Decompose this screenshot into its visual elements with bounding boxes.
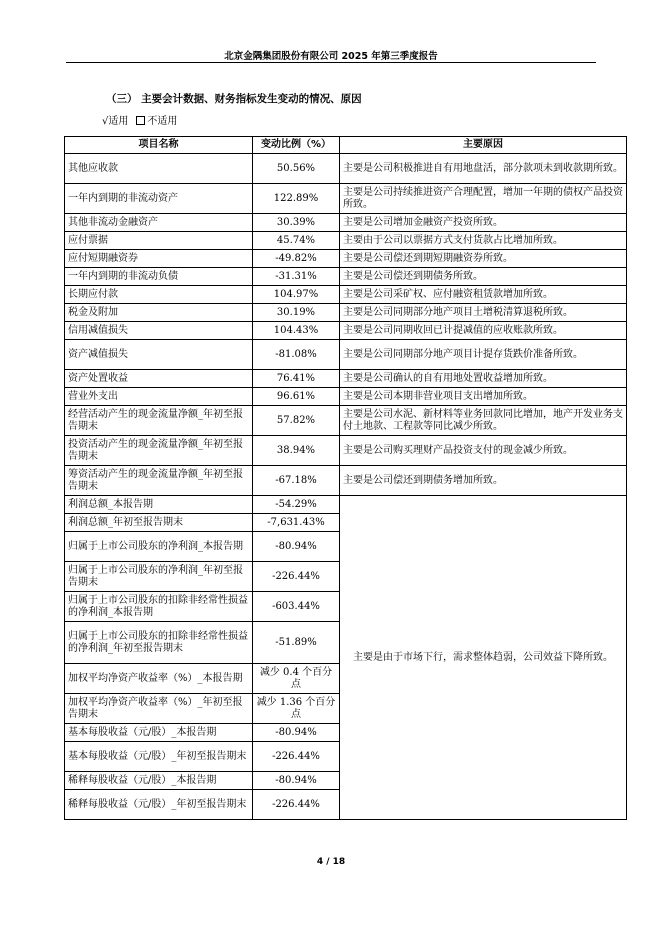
change-reason: 主要是公司偿还到期债务增加所致。	[340, 466, 627, 496]
not-applicable-option: 不适用	[147, 116, 178, 127]
item-name: 利润总额_本报告期	[65, 496, 253, 514]
change-ratio: -49.82%	[253, 250, 340, 268]
change-ratio: 104.97%	[253, 286, 340, 304]
column-header-ratio: 变动比例（%）	[253, 137, 340, 154]
change-reason: 主要是公司同期部分地产项目计提存货跌价准备所致。	[340, 340, 627, 370]
section-title: （三） 主要会计数据、财务指标发生变动的情况、原因	[106, 93, 362, 105]
change-ratio: 减少 0.4 个百分点	[253, 664, 340, 694]
item-name: 归属于上市公司股东的扣除非经常性损益的净利润_年初至报告期末	[65, 622, 253, 664]
checkbox-icon	[136, 116, 145, 125]
item-name: 一年内到期的非流动负债	[65, 268, 253, 286]
table-row	[65, 154, 627, 184]
change-ratio: 96.61%	[253, 388, 340, 406]
item-name: 归属于上市公司股东的净利润_本报告期	[65, 532, 253, 562]
change-reason: 主要是公司采矿权、应付融资租赁款增加所致。	[340, 286, 627, 304]
table-row	[65, 214, 627, 232]
table-row	[65, 340, 627, 370]
change-ratio: 38.94%	[253, 436, 340, 466]
table-row	[65, 184, 627, 214]
change-ratio: -80.94%	[253, 724, 340, 742]
change-ratio: 122.89%	[253, 184, 340, 214]
change-ratio: 减少 1.36 个百分点	[253, 694, 340, 724]
change-reason: 主要是公司持续推进资产合理配置，增加一年期的债权产品投资所致。	[340, 184, 627, 214]
change-ratio: -81.08%	[253, 340, 340, 370]
table-row	[65, 436, 627, 466]
change-ratio: 30.39%	[253, 214, 340, 232]
change-reason: 主要是公司本期非营业项目支出增加所致。	[340, 388, 627, 406]
change-ratio: 57.82%	[253, 406, 340, 436]
item-name: 加权平均净资产收益率（%）_本报告期	[65, 664, 253, 694]
change-reason: 主要是公司偿还到期短期融资券所致。	[340, 250, 627, 268]
change-ratio: 30.19%	[253, 304, 340, 322]
item-name: 税金及附加	[65, 304, 253, 322]
table-row	[65, 496, 627, 514]
table-header-row	[65, 137, 627, 154]
item-name: 长期应付款	[65, 286, 253, 304]
item-name: 营业外支出	[65, 388, 253, 406]
change-reason: 主要是公司积极推进自有用地盘活，部分款项未到收款期所致。	[340, 154, 627, 184]
change-ratio: -51.89%	[253, 622, 340, 664]
item-name: 基本每股收益（元/股）_年初至报告期末	[65, 742, 253, 772]
change-ratio: -67.18%	[253, 466, 340, 496]
item-name: 利润总额_年初至报告期末	[65, 514, 253, 532]
change-reason: 主要由于公司以票据方式支付货款占比增加所致。	[340, 232, 627, 250]
item-name: 基本每股收益（元/股）_本报告期	[65, 724, 253, 742]
item-name: 归属于上市公司股东的扣除非经常性损益的净利润_本报告期	[65, 592, 253, 622]
change-ratio: -7,631.43%	[253, 514, 340, 532]
item-name: 资产处置收益	[65, 370, 253, 388]
change-reason: 主要是公司确认的自有用地处置收益增加所致。	[340, 370, 627, 388]
table-row	[65, 466, 627, 496]
applicability-options	[102, 112, 177, 127]
applicable-option: √适用	[102, 116, 129, 127]
table-row	[65, 232, 627, 250]
change-ratio: -226.44%	[253, 742, 340, 772]
item-name: 归属于上市公司股东的净利润_年初至报告期末	[65, 562, 253, 592]
change-reason: 主要是公司增加金融资产投资所致。	[340, 214, 627, 232]
change-ratio: -603.44%	[253, 592, 340, 622]
change-ratio: -80.94%	[253, 772, 340, 790]
change-reason: 主要是公司同期部分地产项目土增税清算退税所致。	[340, 304, 627, 322]
item-name: 信用减值损失	[65, 322, 253, 340]
table-row	[65, 304, 627, 322]
item-name: 筹资活动产生的现金流量净额_年初至报告期末	[65, 466, 253, 496]
item-name: 稀释每股收益（元/股）_本报告期	[65, 772, 253, 790]
item-name: 经营活动产生的现金流量净额_年初至报告期末	[65, 406, 253, 436]
table-row	[65, 268, 627, 286]
table-row	[65, 322, 627, 340]
change-ratio: -226.44%	[253, 562, 340, 592]
table-row	[65, 250, 627, 268]
item-name: 加权平均净资产收益率（%）_年初至报告期末	[65, 694, 253, 724]
change-ratio: 50.56%	[253, 154, 340, 184]
item-name: 应付票据	[65, 232, 253, 250]
column-header-name: 项目名称	[65, 137, 253, 154]
change-ratio: -31.31%	[253, 268, 340, 286]
change-ratio: 45.74%	[253, 232, 340, 250]
table-row	[65, 370, 627, 388]
change-ratio: -226.44%	[253, 790, 340, 820]
column-header-reason: 主要原因	[340, 137, 627, 154]
change-reason: 主要是公司同期收回已计提减值的应收账款所致。	[340, 322, 627, 340]
report-header: 北京金隅集团股份有限公司 2025 年第三季度报告	[224, 51, 438, 62]
page-number: 4 / 18	[316, 857, 346, 867]
item-name: 应付短期融资券	[65, 250, 253, 268]
change-ratio: 104.43%	[253, 322, 340, 340]
item-name: 资产减值损失	[65, 340, 253, 370]
item-name: 投资活动产生的现金流量净额_年初至报告期末	[65, 436, 253, 466]
change-reason: 主要是公司购买理财产品投资支付的现金减少所致。	[340, 436, 627, 466]
change-ratio: 76.41%	[253, 370, 340, 388]
merged-reason: 主要是由于市场下行，需求整体趋弱，公司效益下降所致。	[340, 496, 627, 820]
item-name: 其他非流动金融资产	[65, 214, 253, 232]
item-name: 稀释每股收益（元/股）_年初至报告期末	[65, 790, 253, 820]
change-reason: 主要是公司水泥、新材料等业务回款同比增加，地产开发业务支付土地款、工程款等同比减少所致。	[340, 406, 627, 436]
header-rule	[66, 62, 596, 63]
table-row	[65, 388, 627, 406]
change-ratio: -54.29%	[253, 496, 340, 514]
change-reason: 主要是公司偿还到期债务所致。	[340, 268, 627, 286]
changes-table	[64, 136, 627, 820]
table-row	[65, 406, 627, 436]
table-row	[65, 286, 627, 304]
change-ratio: -80.94%	[253, 532, 340, 562]
item-name: 其他应收款	[65, 154, 253, 184]
item-name: 一年内到期的非流动资产	[65, 184, 253, 214]
